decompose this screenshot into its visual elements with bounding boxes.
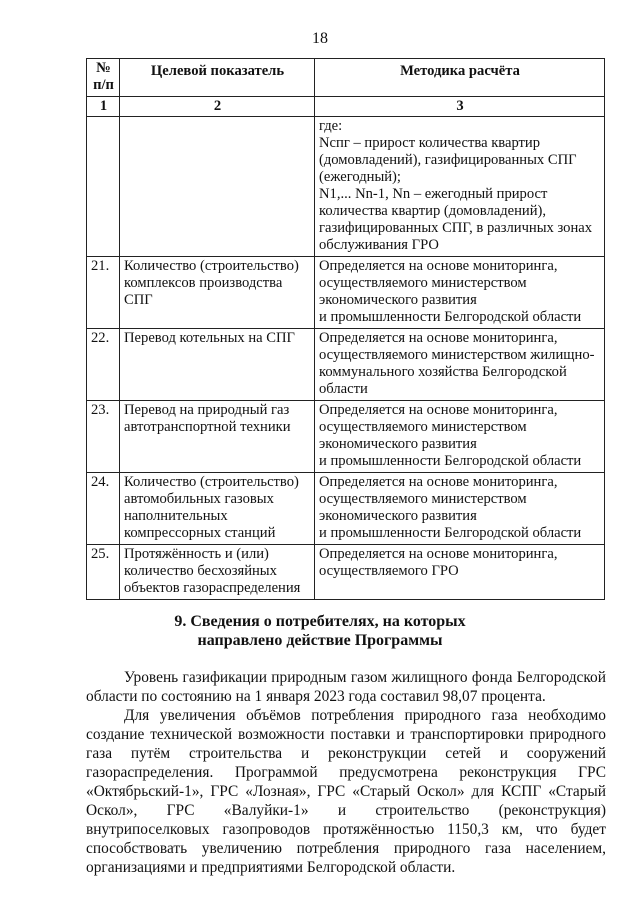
header-number (87, 59, 120, 97)
header-number-line2: п/п (93, 77, 114, 93)
row-target: Перевод на природный газ автотранспортной техники (120, 401, 315, 473)
index-cell-1: 1 (87, 97, 120, 117)
row-method: Определяется на основе мониторинга, осуществляемого министерством экономического развития и промышленности Белгородской области (315, 473, 605, 545)
header-target: Целевой показатель (120, 59, 315, 97)
continuation-num-cell (87, 117, 120, 257)
row-method: Определяется на основе мониторинга, осуществляемого ГРО (315, 545, 605, 600)
row-target: Протяжённость и (или) количество бесхозяйных объектов газораспределения (120, 545, 315, 600)
row-target: Количество (строительство) комплексов производства СПГ (120, 257, 315, 329)
table-row (87, 401, 605, 473)
table-row (87, 545, 605, 600)
row-number: 22. (87, 329, 120, 401)
table-row (87, 257, 605, 329)
table-row-continuation (87, 117, 605, 257)
table-header-row (87, 59, 605, 97)
section-title-line1: 9. Сведения о потребителях, на которых (174, 613, 466, 630)
row-method: Определяется на основе мониторинга, осуществляемого министерством экономического развития и промышленности Белгородской области (315, 257, 605, 329)
row-number: 24. (87, 473, 120, 545)
index-cell-2: 2 (120, 97, 315, 117)
index-cell-3: 3 (315, 97, 605, 117)
table-row (87, 329, 605, 401)
page-number: 18 (312, 30, 328, 47)
row-number: 25. (87, 545, 120, 600)
header-method: Методика расчёта (315, 59, 605, 97)
section-title-line2: направлено действие Программы (197, 632, 443, 649)
paragraph-gasification-level: Уровень газификации природным газом жилищного фонда Белгородской области по состоянию на 1 января 2023 года составил 98,07 процента. (86, 669, 606, 705)
header-number-line1: № (96, 60, 111, 76)
table-index-row (87, 97, 605, 117)
table-row (87, 473, 605, 545)
row-method: Определяется на основе мониторинга, осуществляемого министерством жилищно-коммунального хозяйства Белгородской области (315, 329, 605, 401)
paragraph-consumption-increase: Для увеличения объёмов потребления природного газа необходимо создание технической возможности поставки и транспортировки природного газа путём строительства и реконструкции сетей и сооружений газораспределения. Программой предусмотрена реконструкция ГРС «Октябрьский-1», ГРС «Лозная», ГРС «Старый Оскол» для КСПГ «Старый Оскол», ГРС «Валуйки-1» и строительство (реконструкция) внутрипоселковых газопроводов протяжённостью 1150,3 км, что будет способствовать увеличению потребления природного газа населением, организациями и предприятиями Белгородской области. (86, 707, 606, 876)
row-number: 21. (87, 257, 120, 329)
row-number: 23. (87, 401, 120, 473)
target-indicators-table (86, 58, 605, 600)
row-target: Количество (строительство) автомобильных газовых наполнительных компрессорных станций (120, 473, 315, 545)
continuation-method-cell: где: Nспг – прирост количества квартир (домовладений), газифицированных СПГ (ежегодный); N1,... Nn-1, Nn – ежегодный прирост количества квартир (домовладений), газифицированных СПГ, в различных зонах обслуживания ГРО (315, 117, 605, 257)
continuation-target-cell (120, 117, 315, 257)
row-target: Перевод котельных на СПГ (120, 329, 315, 401)
row-method: Определяется на основе мониторинга, осуществляемого министерством экономического развития и промышленности Белгородской области (315, 401, 605, 473)
section-title (0, 612, 640, 650)
